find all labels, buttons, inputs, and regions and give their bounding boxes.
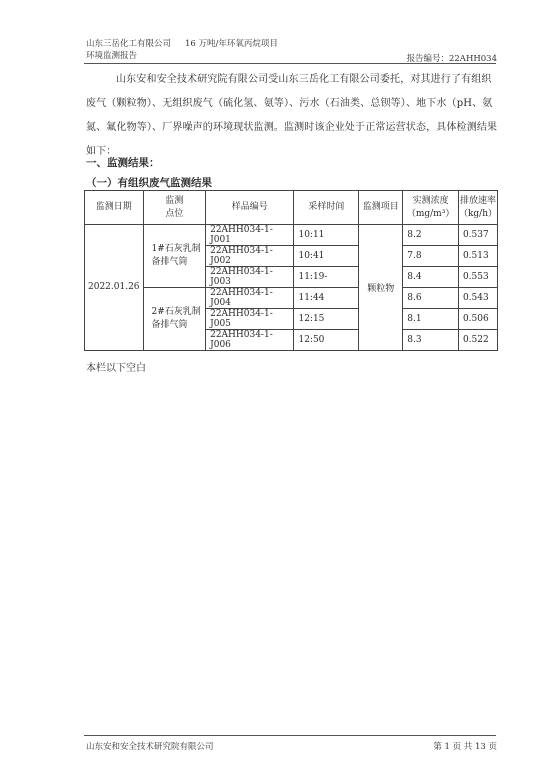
footer-page-number: 第 1 页 共 13 页 (433, 742, 497, 752)
cell-time: 12:50 (294, 330, 359, 351)
section-heading: 一、监测结果： (86, 157, 160, 169)
header-date: 监测日期 (85, 191, 144, 225)
table-row (85, 225, 498, 246)
cell-rate: 0.543 (458, 288, 497, 309)
cell-sample: 22AHH034-1-J003 (206, 267, 294, 288)
header-report-type: 环境监测报告 (86, 51, 138, 61)
cell-rate: 0.522 (458, 330, 497, 351)
header-sample: 样品编号 (206, 191, 294, 225)
header-project: 16 万吨/年环氧丙烷项目 (185, 39, 278, 49)
header-divider (84, 63, 496, 64)
results-table (84, 190, 498, 351)
header-concentration-label: 实测浓度 (412, 195, 449, 206)
header-report-number: 报告编号：22AHH034 (406, 54, 497, 64)
cell-sample: 22AHH034-1-J006 (206, 330, 294, 351)
cell-rate: 0.553 (458, 267, 497, 288)
cell-time: 11:44 (294, 288, 359, 309)
header-time: 采样时间 (294, 191, 359, 225)
header-company: 山东三岳化工有限公司 (86, 39, 172, 49)
footer-institute: 山东安和安全技术研究院有限公司 (86, 742, 214, 752)
cell-item: 颗粒物 (359, 225, 403, 351)
cell-time: 10:41 (294, 246, 359, 267)
cell-sample: 22AHH034-1-J001 (206, 225, 294, 246)
cell-concentration: 8.2 (403, 225, 459, 246)
cell-time: 10:11 (294, 225, 359, 246)
cell-point-2: 2#石灰乳制备排气筒 (143, 288, 206, 351)
header-rate-label: 排放速率 (459, 195, 496, 206)
cell-sample: 22AHH034-1-J005 (206, 309, 294, 330)
header-point: 监测点位 (143, 191, 206, 225)
header-item: 监测项目 (359, 191, 403, 225)
header-rate-unit: （kg/h） (458, 208, 497, 219)
cell-point-1: 1#石灰乳制备排气筒 (143, 225, 206, 288)
table-row (85, 288, 498, 309)
cell-concentration: 7.8 (403, 246, 459, 267)
footer-divider (84, 735, 496, 736)
cell-rate: 0.537 (458, 225, 497, 246)
blank-below-note: 本栏以下空白 (86, 363, 146, 374)
cell-concentration: 8.4 (403, 267, 459, 288)
cell-date: 2022.01.26 (85, 225, 144, 351)
header-concentration (403, 191, 459, 225)
cell-concentration: 8.6 (403, 288, 459, 309)
cell-time: 12:15 (294, 309, 359, 330)
cell-rate: 0.513 (458, 246, 497, 267)
cell-time: 11:19- (294, 267, 359, 288)
table-header-row (85, 191, 498, 225)
cell-concentration: 8.3 (403, 330, 459, 351)
header-rate (458, 191, 497, 225)
page-header (86, 38, 278, 62)
cell-sample: 22AHH034-1-J002 (206, 246, 294, 267)
subsection-heading: （一）有组织废气监测结果 (86, 177, 212, 189)
header-concentration-unit: （mg/m³） (406, 208, 455, 219)
cell-rate: 0.506 (458, 309, 497, 330)
cell-concentration: 8.1 (403, 309, 459, 330)
cell-sample: 22AHH034-1-J004 (206, 288, 294, 309)
intro-paragraph: 山东安和安全技术研究院有限公司受山东三岳化工有限公司委托，对其进行了有组织废气（颗粒物）、无组织废气（硫化氢、氨等）、污水（石油类、总钡等）、地下水（pH、氨氮、氟化物等）、厂界噪声的环境现状监测。监测时该企业处于正常运营状态，具体检测结果如下： (86, 74, 498, 157)
